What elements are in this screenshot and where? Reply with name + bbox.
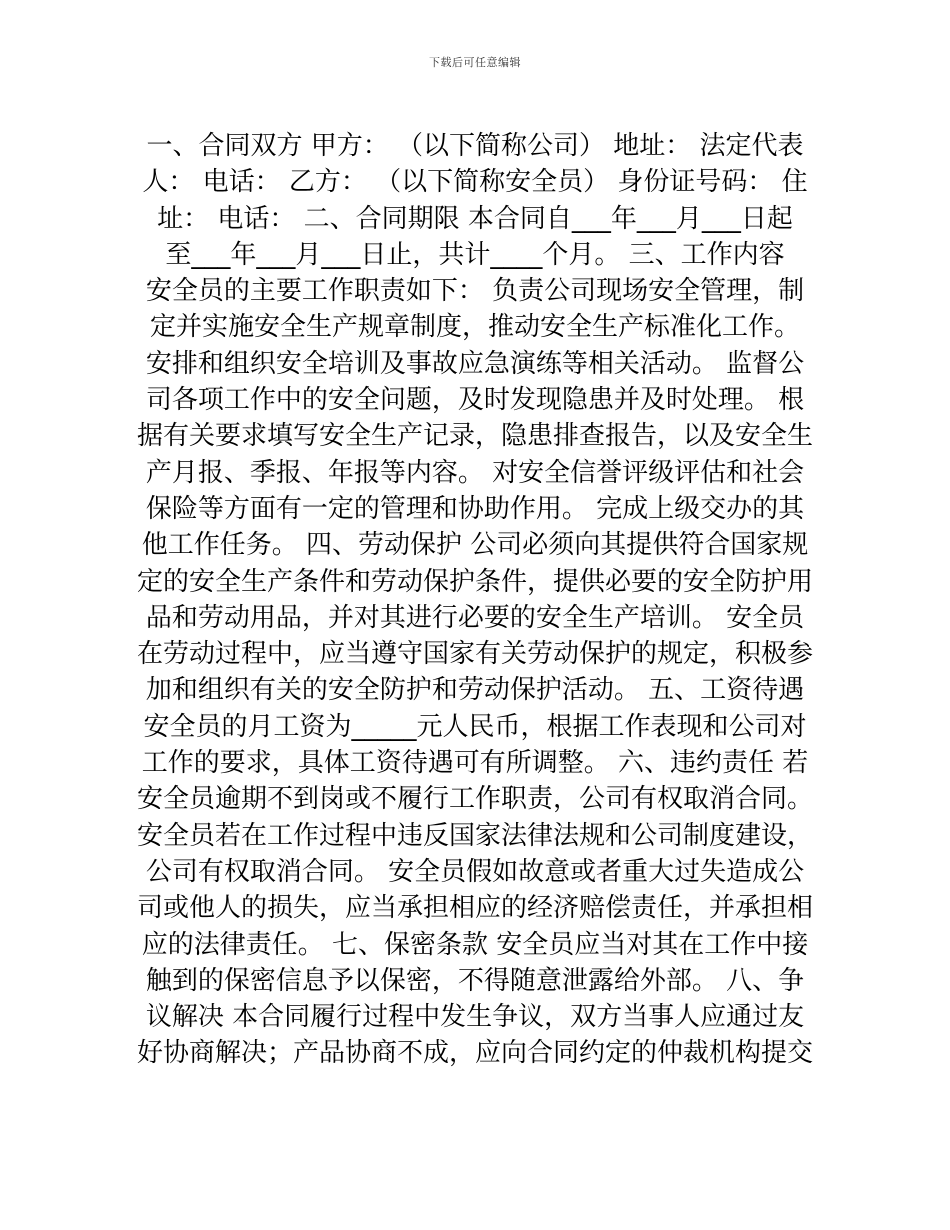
text-line: 议解决 本合同履行过程中发生争议，双方当事人应通过友 (145, 1002, 805, 1033)
text-line: 品和劳动用品，并对其进行必要的安全生产培训。 安全员 (145, 602, 805, 633)
text-line: 据有关要求填写安全生产记录，隐患排查报告，以及安全生 (136, 421, 813, 452)
text-line: 安全员的主要工作职责如下： 负责公司现场安全管理，制 (145, 276, 805, 307)
page-header-note: 下载后可任意编辑 (429, 56, 521, 69)
text-line: 触到的保密信息予以保密，不得随意泄露给外部。 八、争 (145, 965, 805, 996)
text-line: 司或他人的损失，应当承担相应的经济赔偿责任，并承担相 (136, 893, 813, 924)
contract-body (100, 128, 850, 1072)
text-line: 工作的要求，具体工资待遇可有所调整。 六、违约责任 若 (141, 748, 809, 779)
text-line: 应的法律责任。 七、保密条款 安全员应当对其在工作中接 (141, 929, 809, 960)
text-line: 产月报、季报、年报等内容。 对安全信誉评级评估和社会 (145, 457, 805, 488)
text-line: 址： 电话： 二、合同期限 本合同自___年___月___日起 (157, 203, 793, 234)
text-line: 加和组织有关的安全防护和劳动保护活动。 五、工资待遇 (145, 675, 805, 706)
text-line: 他工作任务。 四、劳动保护 公司必须向其提供符合国家规 (141, 530, 809, 561)
text-line: 安全员的月工资为_____元人民币，根据工作表现和公司对 (143, 711, 807, 742)
text-line: 定的安全生产条件和劳动保护条件，提供必要的安全防护用 (136, 566, 813, 597)
text-line: 一、合同双方 甲方： （以下简称公司） 地址： 法定代表 (146, 131, 804, 161)
text-line: 好协商解决；产品协商不成，应向合同约定的仲裁机构提交 (136, 1038, 813, 1069)
text-line: 司各项工作中的安全问题，及时发现隐患并及时处理。 根 (145, 385, 805, 416)
text-line: 安全员若在工作过程中违反国家法律法规和公司制度建设， (136, 820, 813, 851)
text-line: 在劳动过程中，应当遵守国家有关劳动保护的规定，积极参 (136, 639, 813, 670)
text-line: 公司有权取消合同。 安全员假如故意或者重大过失造成公 (145, 856, 805, 887)
text-line: 至___年___月___日止，共计____个月。 三、工作内容 (165, 239, 785, 270)
text-line: 安全员逾期不到岗或不履行工作职责，公司有权取消合同。 (136, 784, 813, 815)
text-line: 保险等方面有一定的管理和协助作用。 完成上级交办的其 (145, 493, 805, 524)
text-line: 安排和组织安全培训及事故应急演练等相关活动。 监督公 (145, 348, 805, 379)
text-line: 定并实施安全生产规章制度，推动安全生产标准化工作。 (149, 312, 800, 343)
text-line: 人： 电话： 乙方： （以下简称安全员） 身份证号码： 住 (142, 167, 808, 198)
